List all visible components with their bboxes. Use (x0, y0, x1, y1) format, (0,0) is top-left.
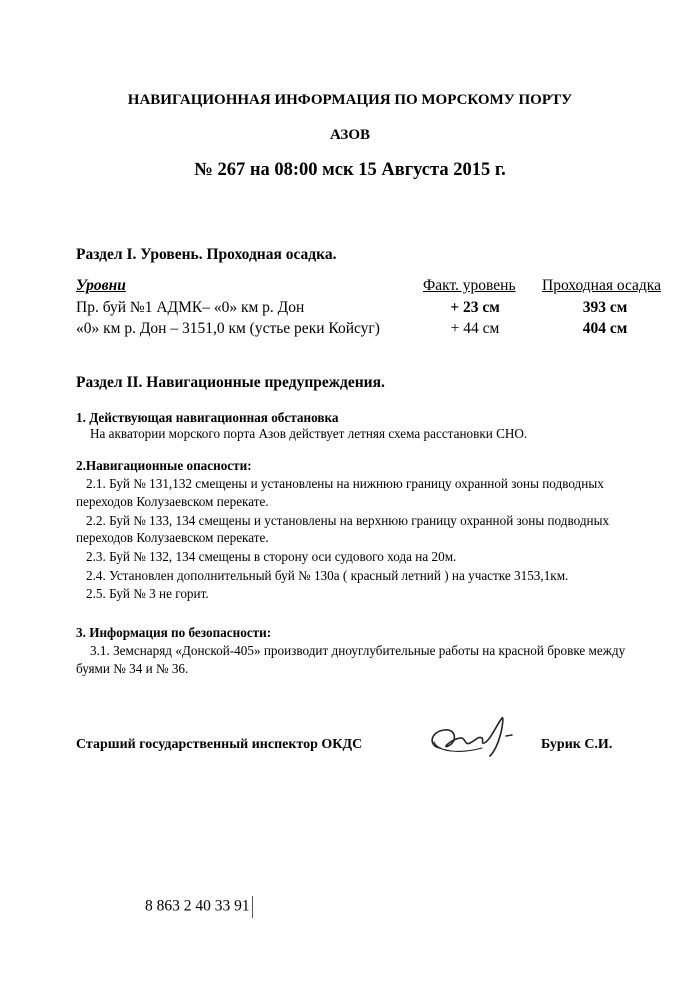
document-title: НАВИГАЦИОННАЯ ИНФОРМАЦИЯ ПО МОРСКОМУ ПОРТУ (127, 92, 573, 108)
hazard-2-2-line2: переходов Колузаевском перекате. (76, 530, 269, 545)
safety-3-1-line1: 3.1. Земснаряд «Донской-405» производит дноуглубительные работы на красной бровке между (90, 643, 626, 658)
level-row-2-draft: 404 см (582, 320, 628, 337)
signatory-name: Бурик С.И. (541, 737, 613, 752)
hazard-2-4: 2.4. Установлен дополнительный буй № 130а ( красный летний ) на участке 3153,1км. (86, 568, 569, 583)
col-header-levels: Уровни (76, 277, 126, 294)
current-situation-text: На акватории морского порта Азов действует летняя схема расстановки СНО. (90, 426, 528, 441)
port-name: АЗОВ (329, 127, 371, 143)
subsection-hazards-title: 2.Навигационные опасности: (76, 458, 252, 473)
level-row-1-name: Пр. буй №1 АДМК– «0» км р. Дон (76, 299, 305, 316)
subsection-safety-title: 3. Информация по безопасности: (76, 625, 272, 640)
signatory-position: Старший государственный инспектор ОКДС (76, 737, 363, 752)
hazard-2-3: 2.3. Буй № 132, 134 смещены в сторону оси судового хода на 20м. (86, 549, 457, 564)
section2-title: Раздел II. Навигационные предупреждения. (76, 374, 385, 391)
col-header-draft: Проходная осадка (542, 277, 661, 294)
level-row-2-fact: + 44 см (450, 320, 500, 337)
hazard-2-1-line2: переходов Колузаевском перекате. (76, 494, 269, 509)
subsection-current-situation-title: 1. Действующая навигационная обстановка (76, 410, 339, 425)
level-row-1-draft: 393 см (582, 299, 628, 316)
safety-3-1-line2: буями № 34 и № 36. (76, 661, 189, 676)
hazard-2-5: 2.5. Буй № 3 не горит. (86, 586, 209, 601)
text-cursor (252, 896, 253, 918)
col-header-fact-level: Факт. уровень (423, 277, 516, 294)
hazard-2-2-line1: 2.2. Буй № 133, 134 смещены и установлены на верхнюю границу охранной зоны подводных (86, 513, 610, 528)
bulletin-number-date: № 267 на 08:00 мск 15 Августа 2015 г. (194, 160, 506, 180)
level-row-2-name: «0» км р. Дон – 3151,0 км (устье реки Койсуг) (76, 320, 380, 337)
contact-phone (145, 896, 253, 918)
contact-phone-number: 8 863 2 40 33 91 (145, 897, 250, 915)
section1-title: Раздел I. Уровень. Проходная осадка. (76, 246, 337, 263)
level-row-1-fact: + 23 см (450, 299, 500, 316)
handwritten-signature (420, 712, 520, 767)
hazard-2-1-line1: 2.1. Буй № 131,132 смещены и установлены на нижнюю границу охранной зоны подводных (86, 476, 604, 491)
